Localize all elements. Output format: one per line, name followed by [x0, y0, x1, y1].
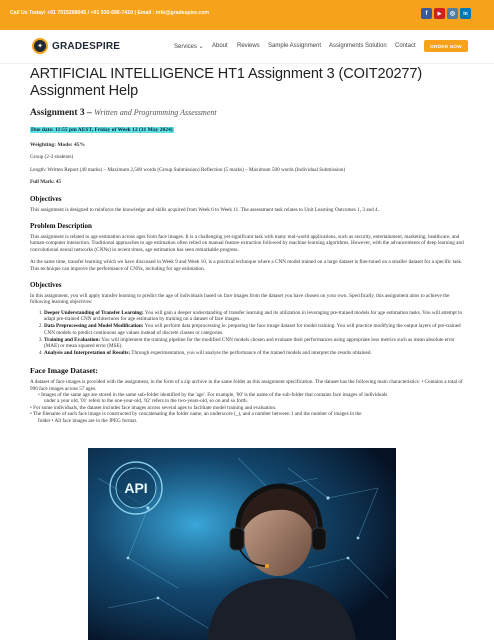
logo-icon: ✦	[32, 38, 48, 54]
main-nav	[0, 30, 494, 64]
ai-person-illustration	[88, 448, 396, 640]
problem-heading: Problem Description	[30, 222, 92, 231]
facebook-icon[interactable]: f	[421, 8, 432, 19]
problem-paragraph-1: This assignment is related to age estimation across ages from face images. It is a challenging yet significant task with many real-world applications, such as security, entertainment, marketing, healthcare, and human-computer interaction. Traditional approaches to age estimation often relied on manual feature extraction followed by machine learning algorithms. However, with the advancements of deep learning and convolutional neural networks (CNNs) in recent times, age estimation has seen remarkable progress.	[30, 234, 464, 253]
dataset-bullet-cont: folder • All face images are in the JPEG format.	[38, 417, 138, 424]
api-badge-label: API	[124, 480, 148, 496]
objectives-heading-2: Objectives	[30, 281, 62, 290]
instagram-icon[interactable]: ◎	[447, 8, 458, 19]
objectives-heading: Objectives	[30, 194, 62, 203]
list-item: 1. Deeper Understanding of Transfer Learning: You will gain a deeper understanding of transfer learning and its utilization in leveraging pre-trained models for age estimation tasks. You will attempt to adapt pre-trained CNN architectures for age estimation by training on a dataset of face images.	[44, 310, 470, 323]
dataset-bullet-cont: under a year old, '01' refers to the one-year-old, '02' refers to the two-years-old, so on and so forth.	[44, 398, 248, 405]
list-item: 2. Data Preprocessing and Model Modification: You will perform data preprocessing ie. preparing the face image dataset for model training. You will practice modifying the output layers of pre-trained CNN models to predict continuous age values instead of discrete classes or categories.	[44, 323, 470, 336]
group-size: Group (2-3 students)	[30, 154, 74, 161]
dataset-intro: A dataset of face images is provided with the assignment, in the form of a zip archive in the same folder as this assignment specification. The dataset has the following main characteristics: • Contains a total of 996 face images across 57 ages.	[30, 379, 463, 392]
hero-image	[88, 448, 396, 640]
problem-paragraph-2: At the same time, transfer learning which we have discussed in Week 9 and Week 10, is a practical technique where a CNN model trained on a large dataset is fine-tuned on a smaller dataset for a specific task. This technique can improve the performance of CNNs, including for age estimation.	[30, 259, 463, 272]
nav-item-about[interactable]: About	[212, 43, 228, 49]
dataset-bullet: • For some individuals, the dataset includes face images across several ages to facilitate model training and evaluation.	[30, 404, 277, 411]
list-item: 3. Training and Evaluation: You will implement the training pipeline for the modified CNN models chosen and evaluate their performances using appropriate loss metrics such as mean absolute error (MAE) or mean squared error (MSE).	[44, 337, 470, 350]
dataset-bullet: • Images of the same age are stored in the same sub-folder identified by the 'age'. For example, '00' is the name of the sub-folder that contains face images of individuals	[38, 392, 388, 399]
objectives-text: This assignment is designed to reinforce the knowledge and skills acquired from Week 6 to Week 11. The assessment task relates to Unit Learning Outcomes 1, 3 and 4.	[30, 206, 379, 213]
assignment-type: Written and Programming Assessment	[94, 108, 217, 117]
weighting: Weighting: Mode: 45%	[30, 142, 85, 148]
learning-objectives-list	[44, 310, 470, 356]
nav-item-reviews[interactable]: Reviews	[237, 43, 260, 49]
top-contact-bar	[0, 0, 494, 30]
nav-item-services[interactable]: Services ⌄	[174, 44, 204, 50]
brand-name: GRADESPIRE	[52, 40, 121, 52]
nav-item-sample-assignment[interactable]: Sample Assignment	[268, 43, 322, 49]
page-title: ARTIFICIAL INTELLIGENCE HT1 Assignment 3 (COIT20277) Assignment Help	[30, 66, 423, 99]
linkedin-icon[interactable]: in	[460, 8, 471, 19]
contact-info: Call Us Today! +91 7015268045 / +91 930-696-7410 | Email : info@gradespire.com	[10, 10, 210, 16]
dataset-heading: Face Image Dataset:	[30, 366, 98, 376]
assignment-heading	[30, 108, 470, 118]
length-info: Length: Written Report (40 marks) – Maximum 2,500 words (Group Submission) Reflection (5 marks) – Maximum 500 words (Individual Submission)	[30, 166, 346, 173]
youtube-icon[interactable]: ▶	[434, 8, 445, 19]
brand-logo[interactable]	[32, 38, 120, 54]
nav-item-contact[interactable]: Contact	[395, 43, 416, 49]
nav-item-assignments-solution[interactable]: Assignments Solution	[329, 43, 387, 49]
full-mark: Full Mark: 45	[30, 179, 62, 186]
assignment-label: Assignment 3 –	[30, 108, 92, 118]
order-now-button[interactable]: ORDER NOW	[424, 40, 468, 52]
due-date-highlight: Due date: 11:55 pm AEST, Friday of Week 12 (31 May 2024)	[31, 127, 173, 133]
objectives-intro: In this assignment, you will apply transfer learning to predict the age of individuals based on face images from the dataset you have chosen on your own. Specifically, this assignment aims to achieve the following learning objectives:	[30, 293, 450, 306]
dataset-bullet: • The filename of each face image is constructed by concatenating the folder name, an underscore (_), and a number between 1 and the number of images in the	[30, 411, 362, 418]
article-content	[30, 66, 470, 424]
list-item: 4. Analysis and Interpretation of Results: Through experimentation, you will analyse the performance of the trained models and interpret the results obtained.	[44, 350, 470, 356]
